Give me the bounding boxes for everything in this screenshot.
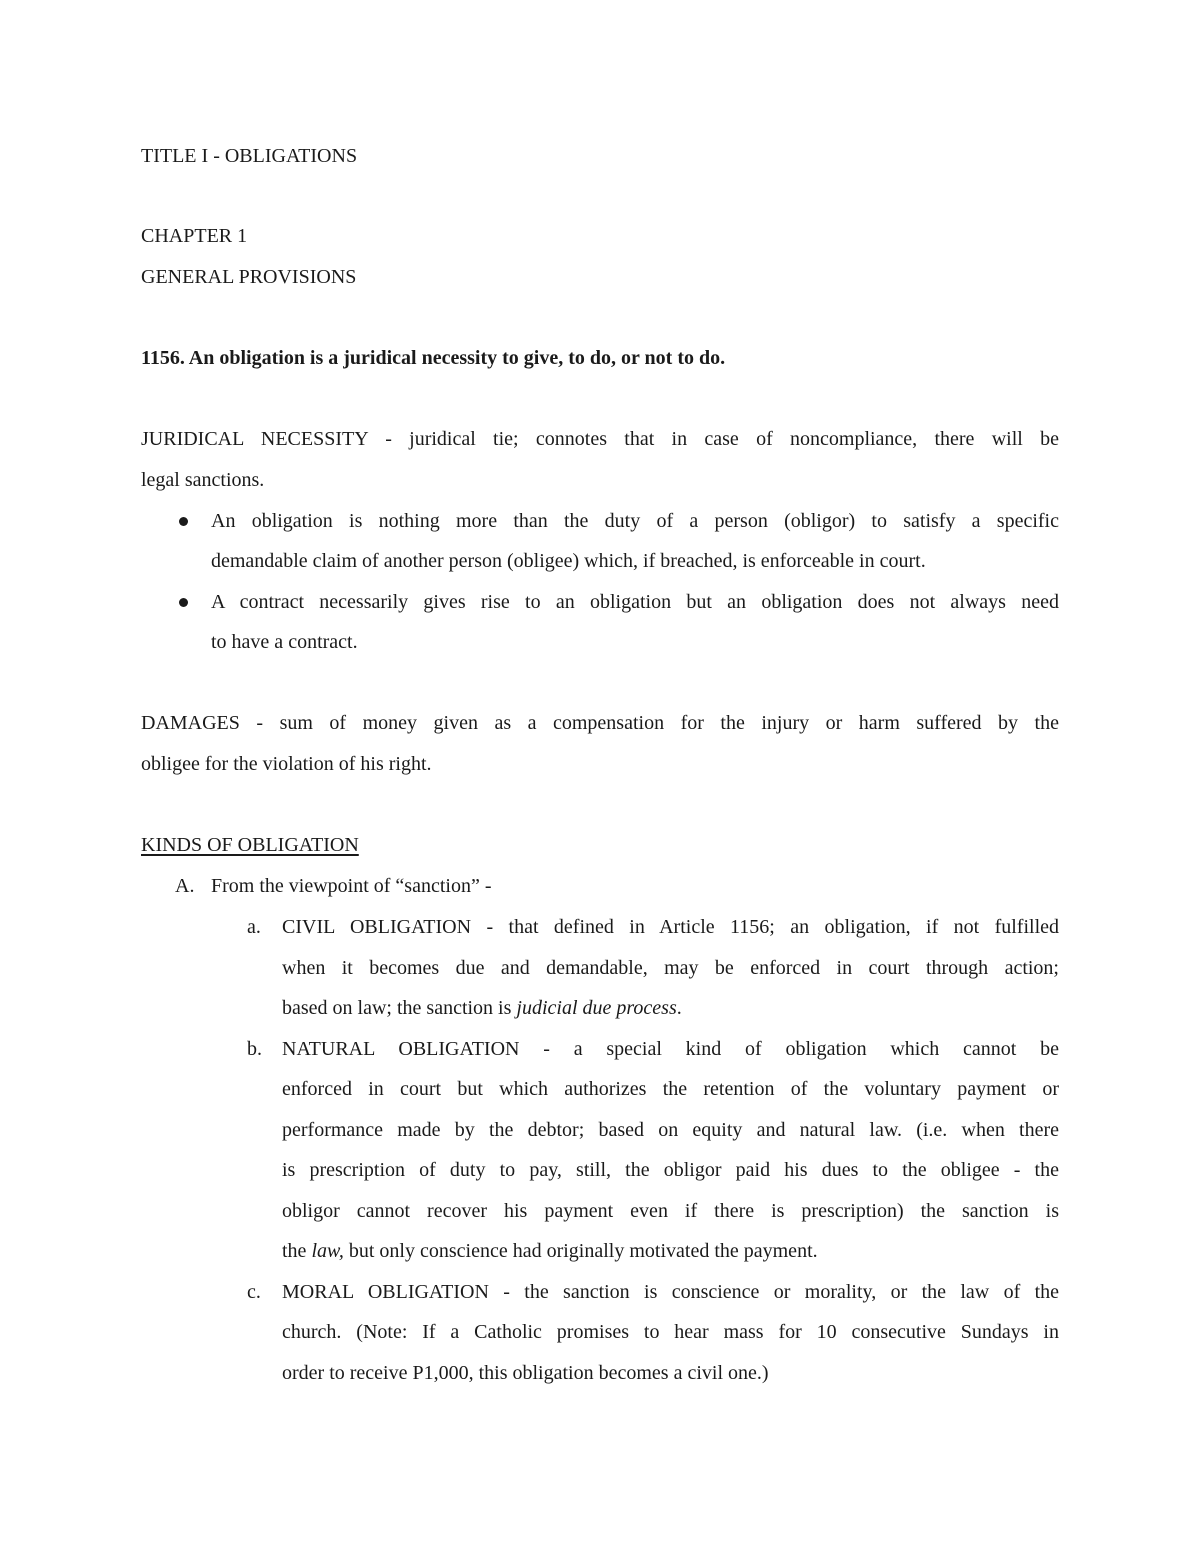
item-b-line-5: obligor cannot recover his payment even if there is prescription) the sanction is bbox=[282, 1200, 1059, 1222]
bullet-1-line-2: demandable claim of another person (obligee) which, if breached, is enforceable in court. bbox=[211, 550, 926, 572]
item-a-line-3 bbox=[282, 994, 682, 1022]
bullet-2-line-2: to have a contract. bbox=[211, 631, 358, 653]
article-1156: 1156. An obligation is a juridical necessity to give, to do, or not to do. bbox=[141, 347, 726, 369]
chapter-heading: CHAPTER 1 bbox=[141, 225, 248, 247]
item-a-line-3-end: . bbox=[676, 997, 682, 1019]
item-b-line-6-text: the bbox=[282, 1240, 312, 1262]
section-a-marker: A. bbox=[175, 875, 195, 897]
kinds-heading: KINDS OF OBLIGATION bbox=[141, 834, 359, 856]
chapter-name: GENERAL PROVISIONS bbox=[141, 266, 357, 288]
item-c-line-1: MORAL OBLIGATION - the sanction is conscience or morality, or the law of the bbox=[282, 1281, 1059, 1303]
item-b-line-6-end: but only conscience had originally motivated the payment. bbox=[343, 1240, 818, 1262]
item-b-line-2: enforced in court but which authorizes the retention of the voluntary payment or bbox=[282, 1078, 1059, 1100]
item-b-line-1: NATURAL OBLIGATION - a special kind of obligation which cannot be bbox=[282, 1038, 1059, 1060]
item-b-line-6 bbox=[282, 1237, 818, 1265]
item-a-line-2: when it becomes due and demandable, may be enforced in court through action; bbox=[282, 957, 1059, 979]
item-b-marker: b. bbox=[247, 1038, 262, 1060]
title-heading: TITLE I - OBLIGATIONS bbox=[141, 145, 358, 167]
item-c-line-2: church. (Note: If a Catholic promises to hear mass for 10 consecutive Sundays in bbox=[282, 1321, 1059, 1343]
item-c-marker: c. bbox=[247, 1281, 261, 1303]
item-a-emphasis: judicial due process bbox=[516, 997, 677, 1019]
damages-line-2: obligee for the violation of his right. bbox=[141, 753, 432, 775]
damages-line-1: DAMAGES - sum of money given as a compensation for the injury or harm suffered by the bbox=[141, 712, 1059, 734]
item-a-marker: a. bbox=[247, 916, 261, 938]
bullet-icon bbox=[179, 598, 188, 607]
bullet-2-line-1: A contract necessarily gives rise to an obligation but an obligation does not always need bbox=[211, 591, 1059, 613]
bullet-1-line-1: An obligation is nothing more than the duty of a person (obligor) to satisfy a specific bbox=[211, 510, 1059, 532]
item-a-line-1: CIVIL OBLIGATION - that defined in Article 1156; an obligation, if not fulfilled bbox=[282, 916, 1059, 938]
item-b-line-4: is prescription of duty to pay, still, the obligor paid his dues to the obligee - the bbox=[282, 1159, 1059, 1181]
juridical-necessity-line-2: legal sanctions. bbox=[141, 469, 265, 491]
item-b-emphasis: law, bbox=[311, 1240, 344, 1262]
bullet-icon bbox=[179, 517, 188, 526]
item-a-line-3-text: based on law; the sanction is bbox=[282, 997, 517, 1019]
item-c-line-3: order to receive P1,000, this obligation becomes a civil one.) bbox=[282, 1362, 769, 1384]
juridical-necessity-line-1: JURIDICAL NECESSITY - juridical tie; connotes that in case of noncompliance, there will be bbox=[141, 428, 1059, 450]
section-a-text: From the viewpoint of “sanction” - bbox=[211, 875, 492, 897]
item-b-line-3: performance made by the debtor; based on equity and natural law. (i.e. when there bbox=[282, 1119, 1059, 1141]
